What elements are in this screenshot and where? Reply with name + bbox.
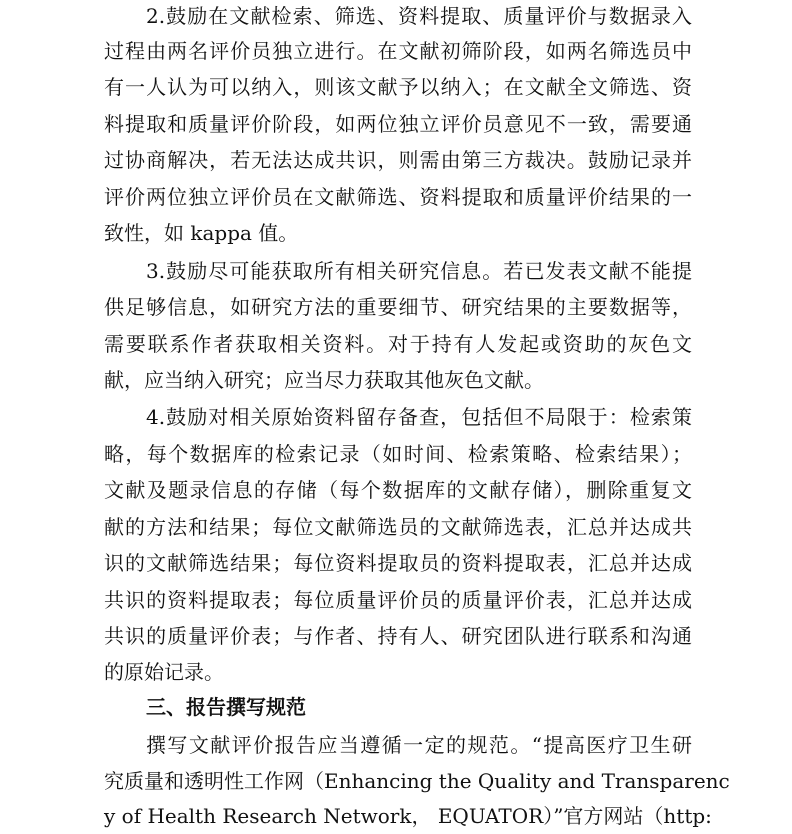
- paragraph-line: 献的方法和结果；每位文献筛选员的文献筛选表，汇总并达成共: [104, 515, 692, 539]
- paragraph-line: 供足够信息，如研究方法的重要细节、研究结果的主要数据等，: [104, 295, 692, 319]
- paragraph-line: 献，应当纳入研究；应当尽力获取其他灰色文献。: [104, 368, 544, 392]
- paragraph-line: 评价两位独立评价员在文献筛选、资料提取和质量评价结果的一: [104, 185, 692, 209]
- paragraph-line: 的原始记录。: [104, 660, 224, 684]
- paragraph-line: 4.鼓励对相关原始资料留存备查，包括但不局限于：检索策: [146, 405, 692, 429]
- paragraph-line: 有一人认为可以纳入，则该文献予以纳入；在文献全文筛选、资: [104, 75, 692, 99]
- paragraph-line: 究质量和透明性工作网（Enhancing the Quality and Transparenc: [104, 769, 730, 793]
- paragraph-line: 撰写文献评价报告应当遵循一定的规范。“提高医疗卫生研: [146, 733, 692, 757]
- paragraph-line: 共识的资料提取表；每位质量评价员的质量评价表，汇总并达成: [104, 588, 692, 612]
- paragraph-line: 3.鼓励尽可能获取所有相关研究信息。若已发表文献不能提: [146, 259, 692, 283]
- paragraph-line: 略，每个数据库的检索记录（如时间、检索策略、检索结果）；: [104, 442, 692, 466]
- paragraph-line: 2.鼓励在文献检索、筛选、资料提取、质量评价与数据录入: [146, 4, 692, 28]
- paragraph-line: 需要联系作者获取相关资料。对于持有人发起或资助的灰色文: [104, 332, 692, 356]
- paragraph-line: 识的文献筛选结果；每位资料提取员的资料提取表，汇总并达成: [104, 551, 692, 575]
- paragraph-line: 共识的质量评价表；与作者、持有人、研究团队进行联系和沟通: [104, 624, 692, 648]
- paragraph-line: 料提取和质量评价阶段，如两位独立评价员意见不一致，需要通: [104, 112, 692, 136]
- section-heading: 三、报告撰写规范: [146, 695, 306, 719]
- paragraph-line: 致性，如 kappa 值。: [104, 221, 299, 245]
- paragraph-line: 文献及题录信息的存储（每个数据库的文献存储），删除重复文: [104, 478, 692, 502]
- paragraph-line: 过协商解决，若无法达成共识，则需由第三方裁决。鼓励记录并: [104, 148, 692, 172]
- paragraph-line: y of Health Research Network， EQUATOR）”官方网站（http:: [104, 804, 712, 828]
- paragraph-line: 过程由两名评价员独立进行。在文献初筛阶段，如两名筛选员中: [104, 39, 692, 63]
